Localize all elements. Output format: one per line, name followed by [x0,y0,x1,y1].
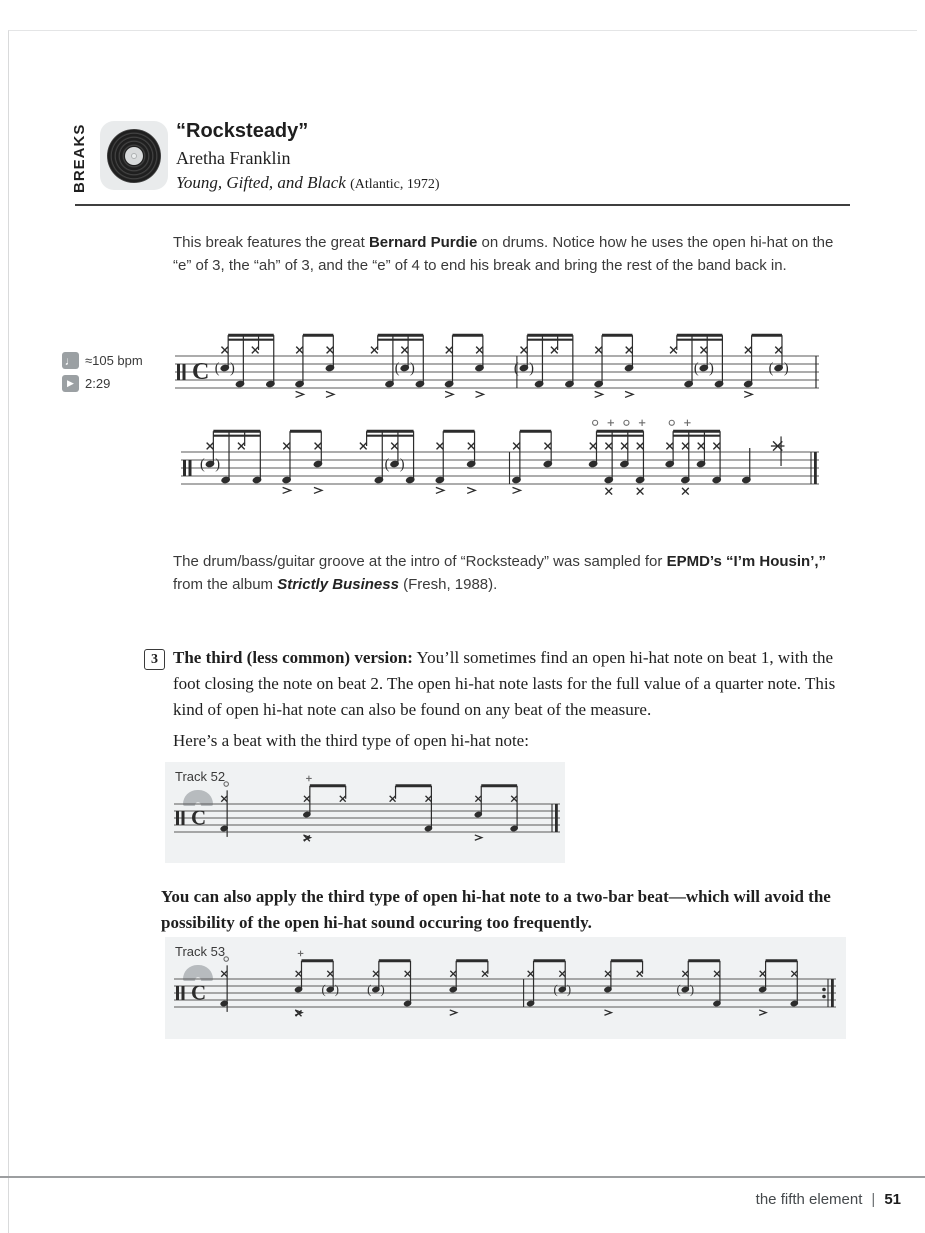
svg-text:(: ( [200,456,205,473]
svg-text:): ) [689,982,695,997]
playback-info [62,352,143,398]
svg-text:): ) [230,360,235,377]
svg-text:C: C [191,980,207,1005]
track-53-example [165,937,846,1039]
vinyl-hole [131,153,137,159]
book-title: the fifth element [755,1191,863,1208]
list-item-number-text: 3 [151,651,158,667]
track-52-label: Track 52 [175,769,226,784]
page-number: 51 [884,1191,901,1208]
two-bar-note-paragraph: You can also apply the third type of open hi-hat note to a two-bar beat—which will avoid the possibility of the open hi-hat sound occuring too frequently. [161,887,831,932]
svg-text:(: ( [384,456,390,473]
sample-text-3: (Fresh, 1988). [398,576,498,593]
header-divider [75,204,850,206]
svg-text:(: ( [553,982,558,997]
sampled-song: EPMD’s “I’m Housin’,” [666,553,827,570]
svg-text:): ) [709,360,714,377]
svg-text:C: C [192,359,210,386]
section-3-paragraph [173,645,849,723]
intro-text-1: This break features the great [173,234,369,251]
drum-notation-line-2 [178,418,822,518]
track-52-example [165,762,565,863]
svg-text:(: ( [693,360,699,377]
vinyl-record-icon [100,121,168,190]
list-item-number [144,649,165,670]
footer [756,1191,901,1208]
tempo-row [62,352,143,369]
svg-text:): ) [566,982,572,997]
svg-text:(: ( [768,360,774,377]
track-53-label: Track 53 [175,944,226,959]
section-3-lead: The third (less common) version: [173,648,413,667]
drum-notation-track-52 [171,762,563,862]
duration-row [62,375,143,392]
album-title: Young, Gifted, and Black [176,173,346,192]
sampled-album: Strictly Business [277,576,399,593]
page-edge [8,30,917,1233]
svg-text:(: ( [394,360,400,377]
intro-paragraph [173,231,849,277]
svg-text:(: ( [513,360,519,377]
sample-note-paragraph [173,550,849,596]
drum-notation-line-1 [172,325,822,410]
svg-text:(: ( [676,982,681,997]
tempo-value: ≈105 bpm [85,353,143,368]
quarter-note-icon: ♩ [62,352,79,369]
svg-text:(: ( [367,982,372,997]
svg-text:): ) [409,360,415,377]
footer-separator: | [871,1191,876,1208]
footer-divider [0,1176,925,1178]
section-3-followup: Here’s a beat with the third type of open hi-hat note: [173,731,529,750]
svg-text:): ) [399,456,405,473]
section-3-body: You’ll sometimes find an open hi-hat note on beat 1, with the foot closing the note on beat 2. The open hi-hat note lasts for the full value of a quarter note. This kind of open hi-hat note can also be found on any beat of the measure. [173,648,836,719]
album-line [176,173,440,193]
svg-text:): ) [783,360,789,377]
duration-value: 2:29 [85,376,111,391]
svg-text:(: ( [214,360,220,377]
play-icon: ▶ [62,375,79,392]
svg-text:): ) [529,360,534,377]
sample-text-2: from the album [173,576,278,593]
album-details: (Atlantic, 1972) [350,177,440,192]
chapter-tab-label: BREAKS [71,123,88,193]
drummer-name: Bernard Purdie [368,234,478,251]
svg-text:): ) [215,456,220,473]
intro-text-2: on drums. Notice how he uses the open hi-hat on the “e” of 3, the “ah” of 3, and the “e” of 4 to end his break and bring the rest of the band back in. [173,234,834,274]
svg-text:C: C [191,805,207,830]
sample-text-1: The drum/bass/guitar groove at the intro of “Rocksteady” was sampled for [173,553,667,570]
drum-notation-track-53 [171,937,839,1037]
svg-text:): ) [334,982,339,997]
song-header [176,120,440,193]
svg-text:(: ( [321,982,326,997]
song-title: “Rocksteady” [176,120,309,142]
artist-name: Aretha Franklin [176,148,291,168]
svg-text:): ) [380,982,385,997]
